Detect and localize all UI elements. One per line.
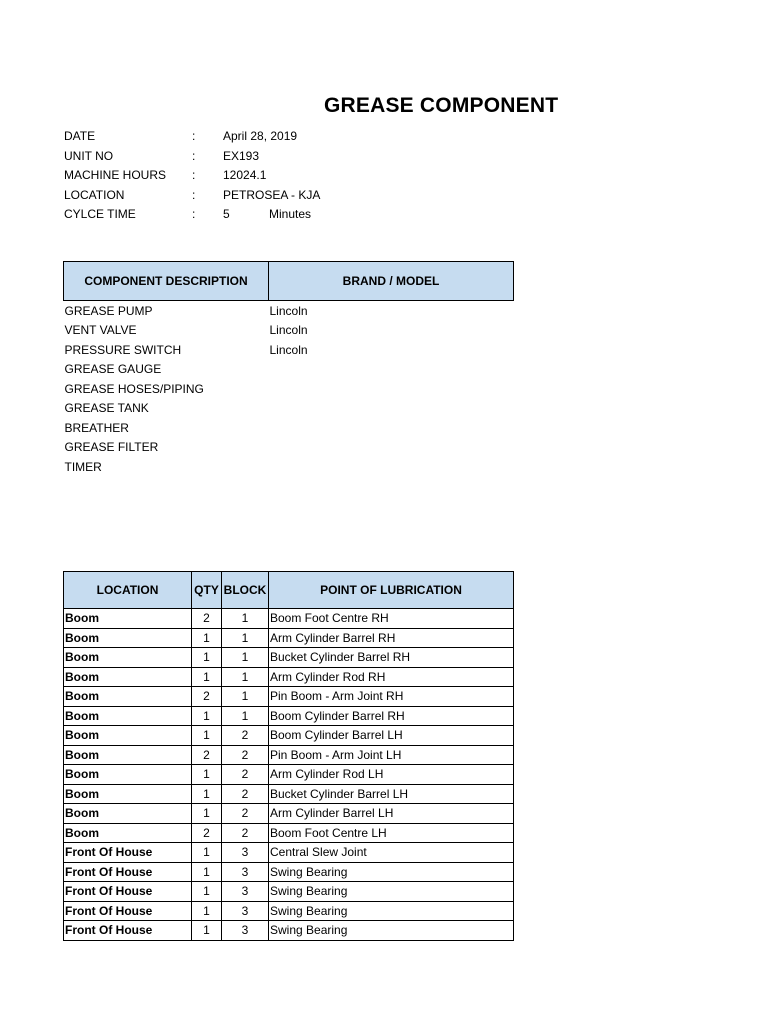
block-cell: 1 (222, 648, 269, 668)
table-row (64, 726, 514, 746)
info-value: 12024.1 (223, 168, 267, 182)
location-cell: Front Of House (64, 882, 192, 902)
info-label: LOCATION (64, 187, 125, 202)
brand-model (269, 438, 514, 458)
qty-cell: 2 (192, 745, 222, 765)
qty-cell: 1 (192, 882, 222, 902)
brand-model: Lincoln (269, 342, 308, 357)
location-cell: Boom (64, 765, 192, 785)
title-clip (0, 88, 559, 128)
table-row (64, 843, 514, 863)
component-description: PRESSURE SWITCH (64, 342, 182, 357)
block-cell: 2 (222, 823, 269, 843)
info-label: MACHINE HOURS (64, 168, 167, 182)
block-cell: 2 (222, 765, 269, 785)
block-cell: 3 (222, 843, 269, 863)
table-row (64, 706, 514, 726)
table-row (64, 901, 514, 921)
qty-cell: 2 (192, 687, 222, 707)
location-cell: Boom (64, 609, 192, 629)
table-row (64, 804, 514, 824)
block-cell: 1 (222, 687, 269, 707)
brand-model: Lincoln (269, 323, 308, 338)
brand-model (269, 379, 514, 399)
qty-cell: 1 (192, 648, 222, 668)
lubrication-table-body (64, 609, 514, 941)
block-cell: 1 (222, 706, 269, 726)
qty-cell: 1 (192, 667, 222, 687)
component-row (64, 360, 514, 380)
location-header: LOCATION (64, 572, 192, 609)
qty-header: QTY (192, 572, 222, 609)
location-cell: Boom (64, 804, 192, 824)
table-row (64, 687, 514, 707)
table-row (64, 921, 514, 941)
location-cell: Front Of House (64, 862, 192, 882)
point-of-lubrication-cell: Central Slew Joint (269, 843, 514, 863)
component-row (64, 379, 514, 399)
block-cell: 2 (222, 726, 269, 746)
component-row (64, 399, 514, 419)
info-colon: : (192, 129, 196, 143)
point-of-lubrication-cell: Pin Boom - Arm Joint RH (269, 687, 514, 707)
location-cell: Boom (64, 667, 192, 687)
point-of-lubrication-cell: Boom Foot Centre LH (269, 823, 514, 843)
table-row (64, 823, 514, 843)
table-row (64, 862, 514, 882)
info-colon: : (192, 168, 196, 182)
component-description: GREASE TANK (64, 401, 149, 416)
info-value: PETROSEA - KJA (223, 187, 321, 202)
component-description: GREASE PUMP (64, 303, 153, 318)
info-label: UNIT NO (64, 148, 114, 163)
info-colon: : (192, 187, 196, 202)
point-of-lubrication-cell: Pin Boom - Arm Joint LH (269, 745, 514, 765)
info-value: 5 (223, 207, 230, 221)
location-cell: Front Of House (64, 921, 192, 941)
location-cell: Boom (64, 726, 192, 746)
component-header-row (64, 262, 514, 301)
block-cell: 3 (222, 901, 269, 921)
table-row (64, 609, 514, 629)
info-colon: : (192, 148, 196, 163)
qty-cell: 1 (192, 706, 222, 726)
brand-model (269, 457, 514, 477)
component-description-header: COMPONENT DESCRIPTION (64, 262, 269, 301)
table-row (64, 628, 514, 648)
point-of-lubrication-cell: Boom Cylinder Barrel RH (269, 706, 514, 726)
component-description: GREASE HOSES/PIPING (64, 381, 204, 396)
block-cell: 2 (222, 745, 269, 765)
info-value: EX193 (223, 148, 260, 163)
point-of-lubrication-cell: Swing Bearing (269, 901, 514, 921)
brand-model (269, 399, 514, 419)
location-cell: Boom (64, 628, 192, 648)
point-of-lubrication-cell: Arm Cylinder Barrel RH (269, 628, 514, 648)
component-description: VENT VALVE (64, 323, 137, 338)
component-description: GREASE GAUGE (64, 362, 162, 377)
lubrication-table (63, 571, 514, 941)
block-header: BLOCK (222, 572, 269, 609)
lubrication-header-row (64, 572, 514, 609)
brand-model-header: BRAND / MODEL (269, 262, 514, 301)
component-description: BREATHER (64, 420, 129, 435)
location-cell: Boom (64, 745, 192, 765)
point-of-lubrication-cell: Arm Cylinder Rod RH (269, 667, 514, 687)
block-cell: 1 (222, 609, 269, 629)
block-cell: 3 (222, 921, 269, 941)
point-of-lubrication-cell: Arm Cylinder Barrel LH (269, 804, 514, 824)
table-row (64, 882, 514, 902)
location-cell: Boom (64, 784, 192, 804)
qty-cell: 1 (192, 921, 222, 941)
component-row (64, 418, 514, 438)
qty-cell: 1 (192, 862, 222, 882)
qty-cell: 1 (192, 628, 222, 648)
point-of-lubrication-cell: Swing Bearing (269, 862, 514, 882)
info-value: April 28, 2019 (223, 129, 298, 143)
component-description: TIMER (64, 459, 102, 474)
location-cell: Boom (64, 706, 192, 726)
page-title: GREASE COMPONENT (324, 94, 559, 117)
component-row (64, 321, 514, 341)
table-row (64, 648, 514, 668)
location-cell: Front Of House (64, 843, 192, 863)
block-cell: 2 (222, 804, 269, 824)
component-row (64, 340, 514, 360)
component-description: GREASE FILTER (64, 440, 159, 455)
component-row (64, 438, 514, 458)
brand-model: Lincoln (269, 303, 308, 318)
block-cell: 1 (222, 628, 269, 648)
block-cell: 3 (222, 862, 269, 882)
point-of-lubrication-cell: Swing Bearing (269, 882, 514, 902)
point-of-lubrication-cell: Bucket Cylinder Barrel RH (269, 648, 514, 668)
table-row (64, 765, 514, 785)
brand-model (269, 360, 514, 380)
location-cell: Front Of House (64, 901, 192, 921)
point-of-lubrication-header: POINT OF LUBRICATION (269, 572, 514, 609)
point-of-lubrication-cell: Boom Cylinder Barrel LH (269, 726, 514, 746)
point-of-lubrication-cell: Boom Foot Centre RH (269, 609, 514, 629)
table-row (64, 667, 514, 687)
location-cell: Boom (64, 823, 192, 843)
block-cell: 1 (222, 667, 269, 687)
qty-cell: 2 (192, 823, 222, 843)
table-row (64, 745, 514, 765)
component-row (64, 301, 514, 321)
info-label: CYLCE TIME (64, 207, 136, 221)
point-of-lubrication-cell: Swing Bearing (269, 921, 514, 941)
location-cell: Boom (64, 687, 192, 707)
block-cell: 3 (222, 882, 269, 902)
component-table (63, 261, 514, 477)
qty-cell: 1 (192, 804, 222, 824)
point-of-lubrication-cell: Arm Cylinder Rod LH (269, 765, 514, 785)
info-colon: : (192, 207, 196, 221)
qty-cell: 1 (192, 843, 222, 863)
block-cell: 2 (222, 784, 269, 804)
info-unit: Minutes (269, 207, 312, 221)
location-cell: Boom (64, 648, 192, 668)
info-label: DATE (64, 129, 96, 143)
qty-cell: 1 (192, 726, 222, 746)
component-row (64, 457, 514, 477)
qty-cell: 1 (192, 784, 222, 804)
table-row (64, 784, 514, 804)
component-table-body (64, 301, 514, 477)
qty-cell: 2 (192, 609, 222, 629)
brand-model (269, 418, 514, 438)
qty-cell: 1 (192, 901, 222, 921)
point-of-lubrication-cell: Bucket Cylinder Barrel LH (269, 784, 514, 804)
qty-cell: 1 (192, 765, 222, 785)
